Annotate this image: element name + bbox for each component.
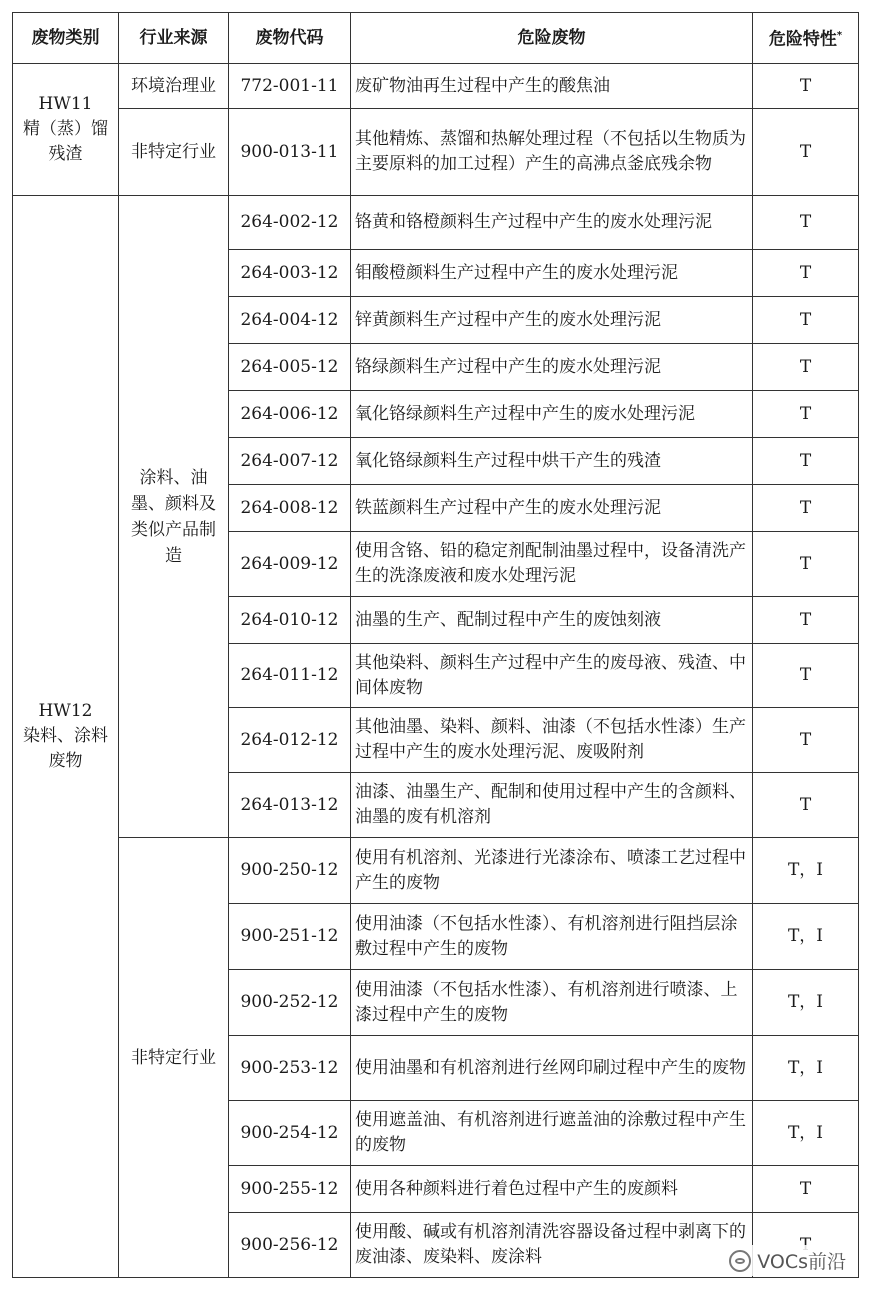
- hazard-cell: T: [753, 297, 859, 344]
- header-industry: 行业来源: [119, 13, 229, 64]
- hazard-cell: T: [753, 64, 859, 109]
- hazard-cell: T，I: [753, 904, 859, 970]
- header-row: [13, 13, 859, 64]
- industry-nonspecific: 非特定行业: [119, 838, 229, 1278]
- header-code: 废物代码: [229, 13, 351, 64]
- code-cell: 900-254-12: [229, 1101, 351, 1166]
- code-cell: 900-252-12: [229, 970, 351, 1036]
- header-waste: 危险废物: [351, 13, 753, 64]
- category-name: 染料、涂料: [23, 726, 108, 746]
- hazard-cell: T: [753, 344, 859, 391]
- waste-desc-cell: 使用油墨和有机溶剂进行丝网印刷过程中产生的废物: [351, 1036, 753, 1101]
- hazardous-waste-table: [12, 12, 859, 1278]
- code-cell: 900-013-11: [229, 109, 351, 196]
- code-cell: 264-013-12: [229, 773, 351, 838]
- category-name-cont: 废物: [48, 751, 83, 771]
- waste-desc-cell: 废矿物油再生过程中产生的酸焦油: [351, 64, 753, 109]
- code-cell: 264-008-12: [229, 485, 351, 532]
- waste-desc-cell: 使用油漆（不包括水性漆）、有机溶剂进行喷漆、上漆过程中产生的废物: [351, 970, 753, 1036]
- hazard-cell: T，I: [753, 838, 859, 904]
- waste-desc-cell: 氧化铬绿颜料生产过程中烘干产生的残渣: [351, 438, 753, 485]
- code-cell: 264-010-12: [229, 597, 351, 644]
- code-cell: 900-250-12: [229, 838, 351, 904]
- waste-desc-cell: 使用含铬、铅的稳定剂配制油墨过程中，设备清洗产生的洗涤废液和废水处理污泥: [351, 532, 753, 597]
- code-cell: 900-253-12: [229, 1036, 351, 1101]
- waste-desc-cell: 油墨的生产、配制过程中产生的废蚀刻液: [351, 597, 753, 644]
- hazard-cell: T，I: [753, 970, 859, 1036]
- hazard-cell: T: [753, 109, 859, 196]
- hazard-cell: T: [753, 196, 859, 250]
- waste-desc-cell: 钼酸橙颜料生产过程中产生的废水处理污泥: [351, 250, 753, 297]
- hazard-cell: T，I: [753, 1101, 859, 1166]
- category-hw11: [13, 64, 119, 196]
- waste-desc-cell: 使用酸、碱或有机溶剂清洗容器设备过程中剥离下的废油漆、废染料、废涂料: [351, 1213, 753, 1278]
- hazard-cell: T: [753, 438, 859, 485]
- code-cell: 900-255-12: [229, 1166, 351, 1213]
- hazard-cell: T: [753, 644, 859, 708]
- category-name: 精（蒸）馏: [23, 119, 108, 139]
- code-cell: 264-003-12: [229, 250, 351, 297]
- header-hazard: [753, 13, 859, 64]
- waste-desc-cell: 铁蓝颜料生产过程中产生的废水处理污泥: [351, 485, 753, 532]
- industry-cell: 非特定行业: [119, 109, 229, 196]
- waste-desc-cell: 锌黄颜料生产过程中产生的废水处理污泥: [351, 297, 753, 344]
- wechat-icon: [729, 1250, 751, 1272]
- table-row: [13, 64, 859, 109]
- code-cell: 772-001-11: [229, 64, 351, 109]
- waste-desc-cell: 使用油漆（不包括水性漆）、有机溶剂进行阻挡层涂敷过程中产生的废物: [351, 904, 753, 970]
- category-code: HW12: [38, 701, 93, 721]
- hazard-cell: T: [753, 708, 859, 773]
- waste-desc-cell: 铬绿颜料生产过程中产生的废水处理污泥: [351, 344, 753, 391]
- hazard-cell: T: [753, 391, 859, 438]
- hazard-cell: T: [753, 1166, 859, 1213]
- hazard-cell: T，I: [753, 1036, 859, 1101]
- waste-desc-cell: 其他精炼、蒸馏和热解处理过程（不包括以生物质为主要原料的加工过程）产生的高沸点釜底残余物: [351, 109, 753, 196]
- code-cell: 264-005-12: [229, 344, 351, 391]
- table-row: [13, 196, 859, 250]
- table-row: [13, 838, 859, 904]
- category-hw12: [13, 196, 119, 1278]
- code-cell: 264-012-12: [229, 708, 351, 773]
- category-code: HW11: [38, 94, 93, 114]
- waste-desc-cell: 其他油墨、染料、颜料、油漆（不包括水性漆）生产过程中产生的废水处理污泥、废吸附剂: [351, 708, 753, 773]
- hazard-cell: T: [753, 532, 859, 597]
- waste-desc-cell: 油漆、油墨生产、配制和使用过程中产生的含颜料、油墨的废有机溶剂: [351, 773, 753, 838]
- hazard-cell: T: [753, 250, 859, 297]
- industry-cell: 环境治理业: [119, 64, 229, 109]
- code-cell: 900-256-12: [229, 1213, 351, 1278]
- hazard-cell: T: [753, 485, 859, 532]
- code-cell: 264-009-12: [229, 532, 351, 597]
- waste-desc-cell: 使用有机溶剂、光漆进行光漆涂布、喷漆工艺过程中产生的废物: [351, 838, 753, 904]
- code-cell: 264-007-12: [229, 438, 351, 485]
- waste-desc-cell: 氧化铬绿颜料生产过程中产生的废水处理污泥: [351, 391, 753, 438]
- code-cell: 900-251-12: [229, 904, 351, 970]
- code-cell: 264-002-12: [229, 196, 351, 250]
- table-row: [13, 109, 859, 196]
- header-category: 废物类别: [13, 13, 119, 64]
- hazard-cell: T: [753, 773, 859, 838]
- category-name-cont: 残渣: [48, 144, 83, 164]
- waste-desc-cell: 使用遮盖油、有机溶剂进行遮盖油的涂敷过程中产生的废物: [351, 1101, 753, 1166]
- hazard-cell: T: [753, 597, 859, 644]
- industry-coatings: 涂料、油墨、颜料及类似产品制造: [119, 196, 229, 838]
- watermark: [725, 1245, 850, 1276]
- code-cell: 264-004-12: [229, 297, 351, 344]
- waste-desc-cell: 铬黄和铬橙颜料生产过程中产生的废水处理污泥: [351, 196, 753, 250]
- waste-desc-cell: 使用各种颜料进行着色过程中产生的废颜料: [351, 1166, 753, 1213]
- waste-desc-cell: 其他染料、颜料生产过程中产生的废母液、残渣、中间体废物: [351, 644, 753, 708]
- code-cell: 264-011-12: [229, 644, 351, 708]
- header-hazard-label: 危险特性: [768, 29, 837, 50]
- code-cell: 264-006-12: [229, 391, 351, 438]
- header-hazard-mark: *: [836, 30, 843, 42]
- watermark-text: VOCs前沿: [757, 1251, 846, 1273]
